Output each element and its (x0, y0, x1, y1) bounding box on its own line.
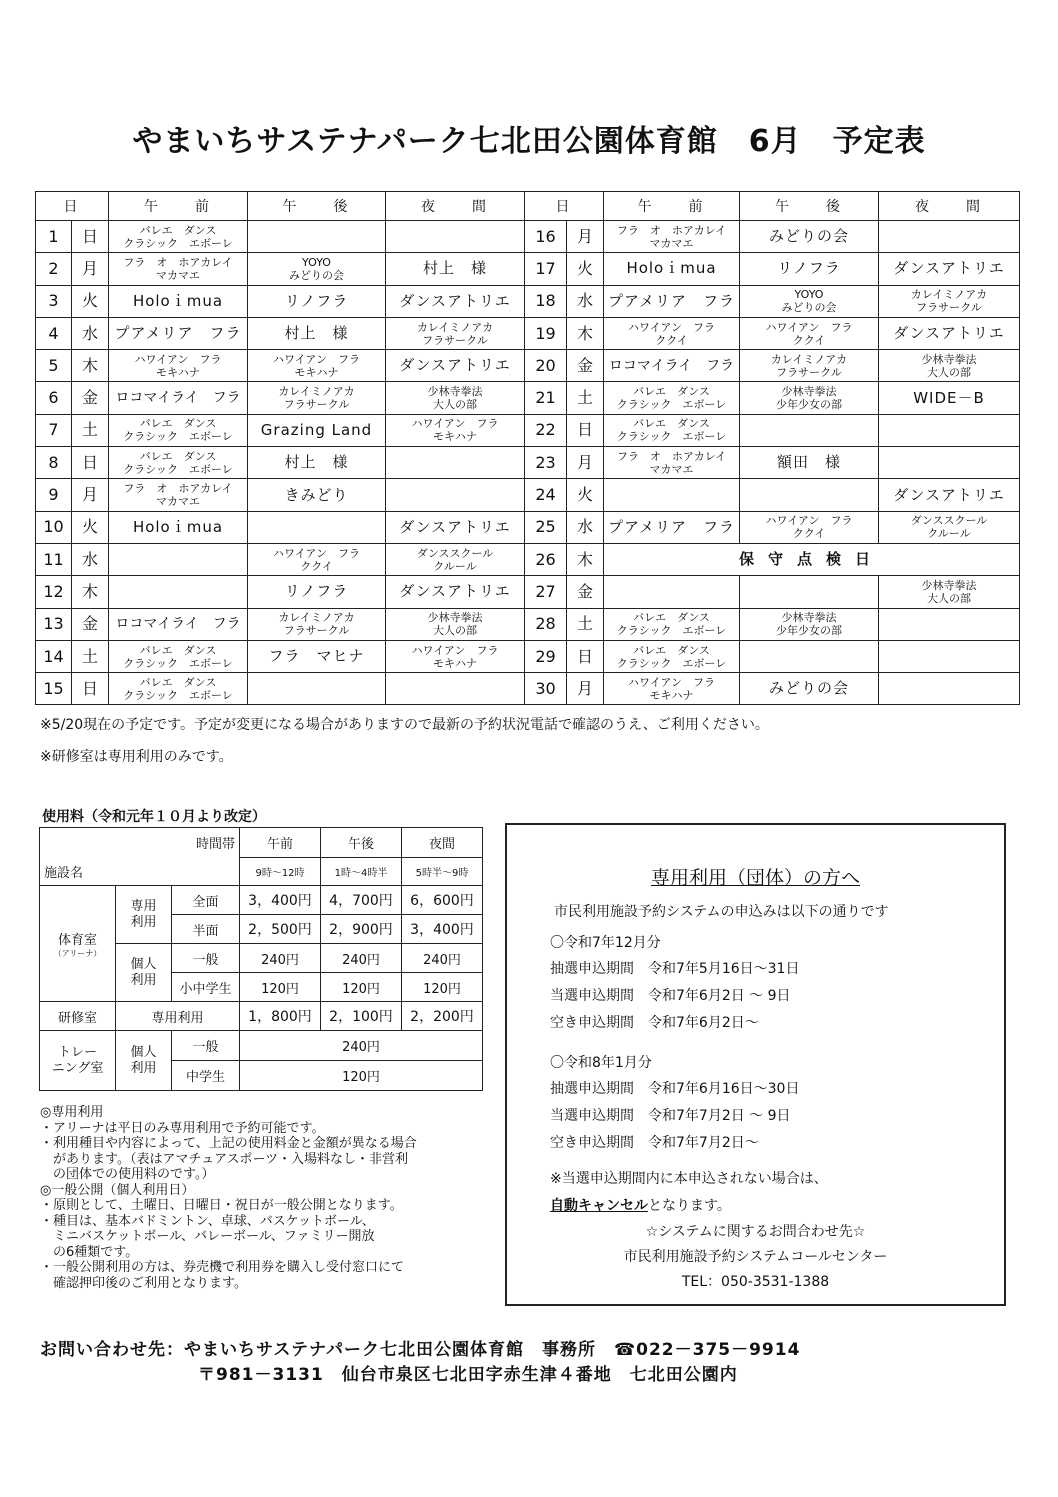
fee-half-ev: 3，400円 (402, 915, 483, 944)
rule-line: ・利用種目や内容によって、上記の使用料金と金額が異なる場合 (40, 1136, 417, 1151)
fee-facility-label: 施設名 (40, 858, 240, 886)
slot-ev: ダンススクール クルール (879, 511, 1020, 543)
slot-pm: リノフラ (248, 285, 386, 317)
slot-am: バレエ ダンス クラシック エボーレ (109, 414, 248, 446)
slot-ev (386, 447, 525, 479)
day-number: 27 (525, 576, 567, 608)
rule-line: ◎一般公開（個人利用日） (40, 1182, 195, 1198)
fee-training-room: 研修室 (40, 1002, 116, 1031)
slot-ev (879, 673, 1020, 705)
fee-full-pm: 4，700円 (321, 886, 402, 915)
slot-am (604, 576, 740, 608)
schedule-row (36, 285, 1020, 317)
weekday: 日 (567, 414, 604, 446)
weekday: 火 (72, 285, 109, 317)
fee-pm-time: 1時～4時半 (321, 858, 402, 886)
slot-am (109, 576, 248, 608)
box-dec-vacant: 空き申込期間 令和7年6月2日～ (550, 1015, 759, 1031)
fee-am-time: 9時～12時 (240, 858, 321, 886)
slot-pm: カレイミノアカ フラサークル (248, 608, 386, 640)
weekday: 火 (72, 511, 109, 543)
day-number: 26 (525, 543, 567, 575)
box-call-center: 市民利用施設予約システムコールセンター (623, 1249, 888, 1265)
weekday: 水 (72, 543, 109, 575)
slot-am: バレエ ダンス クラシック エボーレ (604, 414, 740, 446)
day-number: 8 (36, 447, 72, 479)
slot-am (604, 479, 740, 511)
slot-pm: フラ マヒナ (248, 640, 386, 672)
rule-line: があります。（表はアマチュアスポーツ・入場料なし・非営利 (40, 1151, 409, 1167)
day-number: 16 (525, 221, 567, 253)
fee-gym-cell (40, 886, 116, 1002)
rule-line: ・種目は、基本バドミントン、卓球、バスケットボール、 (40, 1213, 375, 1229)
weekday: 土 (567, 608, 604, 640)
slot-ev: ダンスアトリエ (386, 576, 525, 608)
header-day-left: 日 (36, 192, 109, 221)
slot-pm (248, 673, 386, 705)
day-number: 20 (525, 350, 567, 382)
slot-pm: 村上 様 (248, 317, 386, 349)
schedule-row (36, 608, 1020, 640)
slot-pm (740, 640, 879, 672)
box-dec-win: 当選申込期間 令和7年6月2日 ～ 9日 (550, 988, 791, 1004)
rule-line: ・一般公開利用の方は、券売機で利用券を購入し受付窓口にて (40, 1260, 405, 1275)
slot-pm (740, 414, 879, 446)
fee-room-pm: 2，100円 (321, 1002, 402, 1031)
note-schedule: ※5/20現在の予定です。予定が変更になる場合がありますので最新の予約状況電話で確認のうえ、ご利用ください。 (40, 717, 769, 733)
header-day-right: 日 (525, 192, 604, 221)
slot-ev (386, 221, 525, 253)
slot-am (109, 543, 248, 575)
rule-line: ・アリーナは平日のみ専用利用で予約可能です。 (40, 1120, 325, 1136)
fee-room-ev: 2，200円 (402, 1002, 483, 1031)
slot-am: Holoｉmua (604, 253, 740, 285)
slot-pm: リノフラ (248, 576, 386, 608)
day-number: 28 (525, 608, 567, 640)
weekday: 月 (567, 221, 604, 253)
slot-pm: 村上 様 (248, 447, 386, 479)
slot-ev (879, 608, 1020, 640)
day-number: 15 (36, 673, 72, 705)
slot-ev: ダンスアトリエ (879, 317, 1020, 349)
fee-room-am: 1，800円 (240, 1002, 321, 1031)
weekday: 火 (567, 479, 604, 511)
weekday: 月 (72, 253, 109, 285)
fee-general-am: 240円 (240, 944, 321, 973)
slot-am: バレエ ダンス クラシック エボーレ (604, 608, 740, 640)
rule-line: の団体での使用料のです。） (40, 1167, 215, 1182)
slot-pm (248, 221, 386, 253)
fee-gym-exclusive: 専用 利用 (116, 886, 172, 944)
footer-contact: お問い合わせ先：やまいちサステナパーク七北田公園体育館 事務所 ☎022－375－9914 (40, 1340, 801, 1360)
slot-am: フラ オ ホアカレイ マカマエ (109, 479, 248, 511)
slot-am: ロコマイライ フラ (604, 350, 740, 382)
slot-am: Holoｉmua (109, 511, 248, 543)
slot-am: バレエ ダンス クラシック エボーレ (604, 640, 740, 672)
fee-table (39, 827, 483, 1091)
slot-pm: 少林寺拳法 少年少女の部 (740, 382, 879, 414)
slot-ev: ダンスアトリエ (879, 479, 1020, 511)
slot-pm: 少林寺拳法 少年少女の部 (740, 608, 879, 640)
header-pm-right: 午 後 (740, 192, 879, 221)
slot-am: プアメリア フラ (604, 511, 740, 543)
day-number: 2 (36, 253, 72, 285)
fee-student: 小中学生 (172, 973, 240, 1002)
fee-gym-room-junior-value: 120円 (240, 1061, 483, 1091)
slot-ev: 少林寺拳法 大人の部 (879, 576, 1020, 608)
slot-pm: YOYO みどりの会 (740, 285, 879, 317)
weekday: 金 (72, 608, 109, 640)
fee-gym-label: 体育室 (57, 932, 97, 948)
fee-pm-header: 午後 (321, 828, 402, 858)
rule-line: ◎専用利用 (40, 1105, 104, 1120)
weekday: 木 (72, 576, 109, 608)
box-intro: 市民利用施設予約システムの申込みは以下の通りです (554, 904, 889, 920)
fee-ev-header: 夜間 (402, 828, 483, 858)
weekday: 日 (72, 673, 109, 705)
weekday: 日 (567, 640, 604, 672)
slot-ev: ダンスアトリエ (879, 253, 1020, 285)
header-ev-left: 夜 間 (386, 192, 525, 221)
box-jan-win: 当選申込期間 令和7年7月2日 ～ 9日 (550, 1108, 791, 1124)
weekday: 土 (567, 382, 604, 414)
fee-timeslot-label: 時間帯 (40, 828, 240, 858)
day-number: 22 (525, 414, 567, 446)
weekday: 金 (567, 350, 604, 382)
fee-full-am: 3，400円 (240, 886, 321, 915)
schedule-row (36, 317, 1020, 349)
fee-student-am: 120円 (240, 973, 321, 1002)
slot-ev: 少林寺拳法 大人の部 (386, 382, 525, 414)
fee-half-am: 2，500円 (240, 915, 321, 944)
weekday: 月 (567, 447, 604, 479)
slot-ev: ハワイアン フラ モキハナ (386, 640, 525, 672)
day-number: 11 (36, 543, 72, 575)
slot-pm: Grazing Land (248, 414, 386, 446)
usage-rules (40, 1105, 417, 1291)
fee-gym-sub: （アリーナ） (53, 948, 102, 958)
box-heading: 専用利用（団体）の方へ (650, 867, 860, 889)
day-number: 9 (36, 479, 72, 511)
slot-ev: ダンススクール クルール (386, 543, 525, 575)
fee-gym-room-individual: 個人 利用 (116, 1031, 172, 1091)
weekday: 日 (72, 221, 109, 253)
slot-am: プアメリア フラ (109, 317, 248, 349)
slot-ev: ダンスアトリエ (386, 350, 525, 382)
fee-gym-room-junior: 中学生 (172, 1061, 240, 1091)
rule-line: ミニバスケットボール、バレーボール、ファミリー開放 (40, 1229, 375, 1244)
slot-am: ハワイアン フラ モキハナ (604, 673, 740, 705)
slot-am: フラ オ ホアカレイ マカマエ (604, 221, 740, 253)
box-dec-lottery: 抽選申込期間 令和7年5月16日～31日 (550, 961, 800, 977)
box-dec-title: 〇令和7年12月分 (550, 935, 661, 951)
slot-ev (879, 414, 1020, 446)
slot-ev: WIDE－B (879, 382, 1020, 414)
box-jan-lottery: 抽選申込期間 令和7年6月16日～30日 (550, 1081, 800, 1097)
header-ev-right: 夜 間 (879, 192, 1020, 221)
weekday: 水 (567, 511, 604, 543)
fee-ev-time: 5時半～9時 (402, 858, 483, 886)
box-jan-title: 〇令和8年1月分 (550, 1055, 652, 1071)
fee-gym-room: トレー ニング室 (40, 1031, 116, 1091)
day-number: 7 (36, 414, 72, 446)
slot-am: ハワイアン フラ モキハナ (109, 350, 248, 382)
box-auto-cancel: 自動キャンセル (550, 1198, 648, 1214)
slot-am: ロコマイライ フラ (109, 608, 248, 640)
day-number: 6 (36, 382, 72, 414)
schedule-row (36, 350, 1020, 382)
slot-am: プアメリア フラ (604, 285, 740, 317)
fee-am-header: 午前 (240, 828, 321, 858)
slot-am: バレエ ダンス クラシック エボーレ (109, 673, 248, 705)
fee-student-pm: 120円 (321, 973, 402, 1002)
schedule-row (36, 479, 1020, 511)
weekday: 木 (567, 317, 604, 349)
slot-ev: ダンスアトリエ (386, 511, 525, 543)
slot-ev (879, 221, 1020, 253)
slot-ev (879, 447, 1020, 479)
day-number: 25 (525, 511, 567, 543)
slot-am: バレエ ダンス クラシック エボーレ (109, 221, 248, 253)
box-contact-heading: ☆システムに関するお問合わせ先☆ (645, 1224, 866, 1240)
slot-pm: ハワイアン フラ モキハナ (248, 350, 386, 382)
box-auto-cancel-line (550, 1195, 731, 1215)
footer-address: 〒981－3131 仙台市泉区七北田字赤生津４番地 七北田公園内 (198, 1365, 738, 1385)
day-number: 13 (36, 608, 72, 640)
schedule-row (36, 640, 1020, 672)
slot-am: バレエ ダンス クラシック エボーレ (109, 640, 248, 672)
slot-pm (248, 511, 386, 543)
weekday: 日 (72, 447, 109, 479)
fee-general-ev: 240円 (402, 944, 483, 973)
rule-line: の6種類です。 (40, 1244, 139, 1260)
slot-pm: YOYO みどりの会 (248, 253, 386, 285)
slot-ev: カレイミノアカ フラサークル (386, 317, 525, 349)
fee-title: 使用料（令和元年１０月より改定） (42, 809, 266, 825)
reservation-info-box (505, 823, 1006, 1306)
slot-ev: 村上 様 (386, 253, 525, 285)
slot-am: バレエ ダンス クラシック エボーレ (604, 382, 740, 414)
schedule-row (36, 447, 1020, 479)
rule-line: 確認押印後のご利用となります。 (40, 1275, 247, 1291)
slot-am: フラ オ ホアカレイ マカマエ (109, 253, 248, 285)
day-number: 29 (525, 640, 567, 672)
slot-am: ロコマイライ フラ (109, 382, 248, 414)
slot-pm: 額田 様 (740, 447, 879, 479)
slot-pm (740, 576, 879, 608)
day-number: 21 (525, 382, 567, 414)
weekday: 水 (72, 317, 109, 349)
slot-pm: カレイミノアカ フラサークル (248, 382, 386, 414)
weekday: 木 (567, 543, 604, 575)
weekday: 月 (567, 673, 604, 705)
day-number: 4 (36, 317, 72, 349)
day-number: 5 (36, 350, 72, 382)
weekday: 土 (72, 414, 109, 446)
slot-pm: カレイミノアカ フラサークル (740, 350, 879, 382)
fee-full-ev: 6，600円 (402, 886, 483, 915)
weekday: 木 (72, 350, 109, 382)
day-number: 19 (525, 317, 567, 349)
day-number: 12 (36, 576, 72, 608)
box-jan-vacant: 空き申込期間 令和7年7月2日～ (550, 1135, 759, 1151)
schedule-row (36, 253, 1020, 285)
schedule-header-row (36, 192, 1020, 221)
header-pm-left: 午 後 (248, 192, 386, 221)
slot-ev (386, 479, 525, 511)
slot-am: Holoｉmua (109, 285, 248, 317)
weekday: 火 (567, 253, 604, 285)
slot-ev (879, 640, 1020, 672)
slot-pm: みどりの会 (740, 673, 879, 705)
fee-gym-room-general-value: 240円 (240, 1031, 483, 1061)
weekday: 土 (72, 640, 109, 672)
weekday: 月 (72, 479, 109, 511)
slot-ev: ハワイアン フラ モキハナ (386, 414, 525, 446)
fee-gym-room-general: 一般 (172, 1031, 240, 1061)
slot-pm: リノフラ (740, 253, 879, 285)
slot-pm (740, 479, 879, 511)
schedule-row (36, 221, 1020, 253)
day-number: 14 (36, 640, 72, 672)
schedule-row (36, 673, 1020, 705)
slot-ev: ダンスアトリエ (386, 285, 525, 317)
box-warning: ※当選申込期間内に本申込されない場合は、 (550, 1171, 828, 1187)
weekday: 金 (72, 382, 109, 414)
page-title: やまいちサステナパーク七北田公園体育館 6月 予定表 (132, 124, 926, 159)
schedule-row (36, 382, 1020, 414)
weekday: 金 (567, 576, 604, 608)
fee-student-ev: 120円 (402, 973, 483, 1002)
note-training-room: ※研修室は専用利用のみです。 (40, 749, 233, 765)
schedule-row (36, 414, 1020, 446)
slot-pm: ハワイアン フラ ククイ (740, 317, 879, 349)
day-number: 23 (525, 447, 567, 479)
schedule-row (36, 576, 1020, 608)
maintenance-day: 保守点検日 (604, 543, 1020, 575)
schedule-row (36, 511, 1020, 543)
slot-pm: きみどり (248, 479, 386, 511)
day-number: 3 (36, 285, 72, 317)
fee-half-pm: 2，900円 (321, 915, 402, 944)
day-number: 17 (525, 253, 567, 285)
header-am-left: 午 前 (109, 192, 248, 221)
weekday: 水 (567, 285, 604, 317)
slot-am: バレエ ダンス クラシック エボーレ (109, 447, 248, 479)
slot-ev (386, 673, 525, 705)
slot-ev: 少林寺拳法 大人の部 (386, 608, 525, 640)
rule-line: ・原則として、土曜日、日曜日・祝日が一般公開となります。 (40, 1198, 403, 1213)
day-number: 18 (525, 285, 567, 317)
slot-am: ハワイアン フラ ククイ (604, 317, 740, 349)
schedule-table (35, 191, 1020, 705)
slot-pm: ハワイアン フラ ククイ (740, 511, 879, 543)
day-number: 30 (525, 673, 567, 705)
day-number: 1 (36, 221, 72, 253)
slot-am: フラ オ ホアカレイ マカマエ (604, 447, 740, 479)
fee-training-room-use: 専用利用 (116, 1002, 240, 1031)
fee-full: 全面 (172, 886, 240, 915)
day-number: 24 (525, 479, 567, 511)
header-am-right: 午 前 (604, 192, 740, 221)
slot-pm: みどりの会 (740, 221, 879, 253)
schedule-row (36, 543, 1020, 575)
fee-half: 半面 (172, 915, 240, 944)
fee-gym-individual: 個人 利用 (116, 944, 172, 1002)
slot-ev: 少林寺拳法 大人の部 (879, 350, 1020, 382)
slot-ev: カレイミノアカ フラサークル (879, 285, 1020, 317)
fee-general-pm: 240円 (321, 944, 402, 973)
box-auto-cancel-rest: となります。 (648, 1198, 731, 1214)
fee-general: 一般 (172, 944, 240, 973)
day-number: 10 (36, 511, 72, 543)
box-tel: TEL：050-3531-1388 (681, 1274, 830, 1290)
slot-pm: ハワイアン フラ ククイ (248, 543, 386, 575)
